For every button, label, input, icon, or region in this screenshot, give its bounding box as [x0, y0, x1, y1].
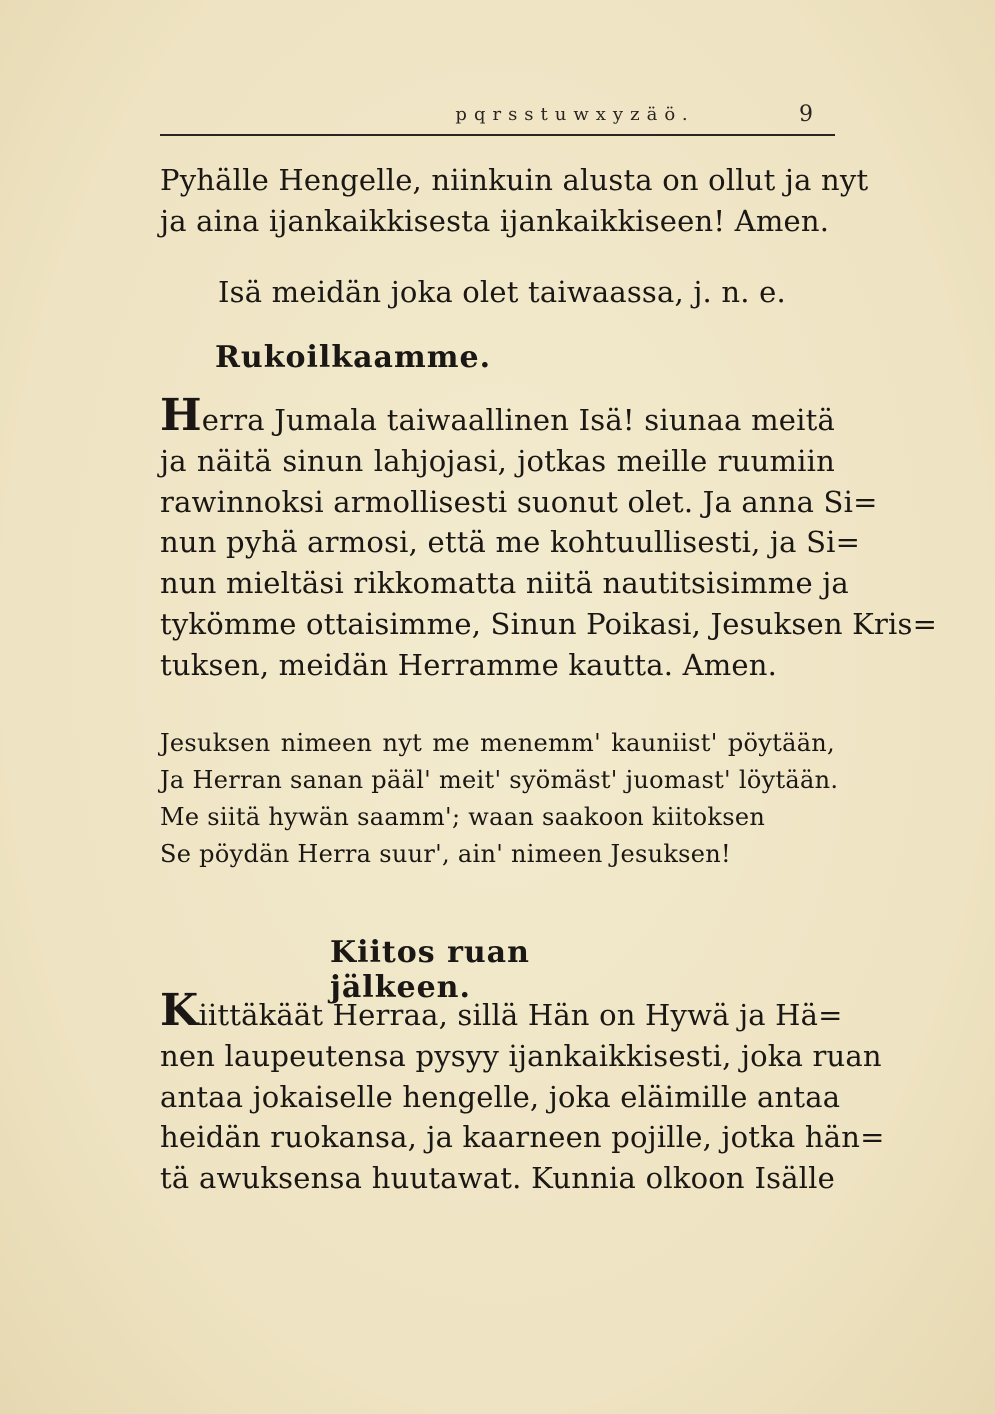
page-number: 9 [799, 102, 813, 127]
text-line: Isä meidän joka olet taiwaassa, j. n. e. [218, 275, 786, 309]
text-line: tykömme ottaisimme, Sinun Poikasi, Jesuksen Kris= [160, 606, 938, 641]
page-header [160, 100, 835, 136]
text-line: heidän ruokansa, ja kaarneen pojille, jotka hän= [160, 1120, 885, 1155]
text-line: Pyhälle Hengelle, niinkuin alusta on ollut ja nyt [160, 163, 869, 197]
first-line-text: erra Jumala taiwaallinen Isä! siunaa meitä [201, 403, 835, 437]
prayer-heading: Rukoilkaamme. [215, 340, 492, 375]
text-line: nen laupeutensa pysyy ijankaikkisesti, joka ruan [160, 1038, 882, 1073]
text-line: nun mieltäsi rikkomatta niitä nautitsisimme ja [160, 566, 849, 601]
signature-mark: pqrsstuwxyzäö. [455, 104, 695, 125]
verse-line: Me siitä hywän saamm'; waan saakoon kiitoksen [160, 803, 766, 831]
text-line: ja näitä sinun lahjojasi, jotkas meille ruumiin [160, 443, 835, 478]
verse-line: Se pöydän Herra suur', ain' nimeen Jesuksen! [160, 840, 731, 868]
thanks-heading: Kiitos ruan jälkeen. [330, 935, 530, 1005]
text-line: ja aina ijankaikkisesta ijankaikkiseen! Amen. [160, 203, 830, 238]
text-line: tä awuksensa huutawat. Kunnia olkoon Isälle [160, 1161, 835, 1196]
text-line: nun pyhä armosi, että me kohtuullisesti, ja Si= [160, 525, 861, 560]
text-line: tuksen, meidän Herramme kautta. Amen. [160, 647, 778, 682]
text-line: rawinnoksi armollisesti suonut olet. Ja anna Si= [160, 484, 878, 519]
drop-cap: K [160, 985, 199, 1036]
text-line: antaa jokaiselle hengelle, joka eläimille antaa [160, 1079, 841, 1114]
intro-paragraph [160, 160, 869, 242]
drop-cap: H [160, 390, 202, 441]
table-verse [160, 725, 839, 873]
prayer-paragraph [160, 390, 938, 686]
verse-line: Jesuksen nimeen nyt me menemm' kauniist' pöytään, [160, 729, 835, 757]
thanks-paragraph [160, 985, 885, 1199]
text-line [160, 985, 843, 1036]
text-line [160, 390, 835, 441]
lords-prayer-line [218, 272, 835, 313]
first-line-text: iittäkäät Herraa, sillä Hän on Hywä ja Hä= [198, 998, 843, 1032]
verse-line: Ja Herran sanan pääl' meit' syömäst' juomast' löytään. [160, 766, 839, 794]
